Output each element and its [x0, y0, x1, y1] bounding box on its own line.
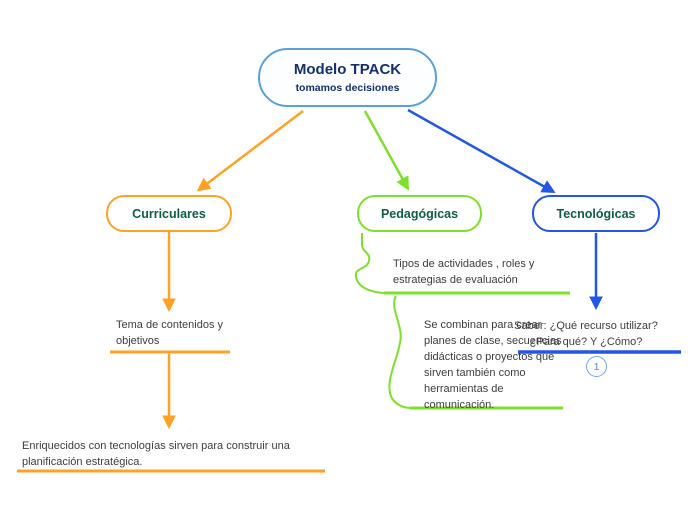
branch-label: Tecnológicas [556, 206, 636, 221]
arrow-root-to-tecnologicas [408, 110, 552, 191]
numbered-badge-1[interactable]: 1 [586, 356, 607, 377]
topic-enriquecidos[interactable]: Enriquecidos con tecnologías sirven para construir una planificación estratégica. [22, 440, 290, 468]
root-title: Modelo TPACK [293, 60, 402, 78]
branch-label: Pedagógicas [380, 206, 459, 221]
branch-label: Curriculares [132, 206, 206, 221]
topic-tema-contenidos[interactable]: Tema de contenidos y objetivos [116, 319, 224, 347]
branch-node-tecnologicas[interactable] [532, 195, 660, 232]
root-subtitle: tomamos decisiones [295, 81, 400, 94]
arrow-root-to-curriculares [200, 111, 303, 189]
arrow-root-to-pedagogicas [365, 111, 407, 187]
branch-node-pedagogicas[interactable] [357, 195, 482, 232]
topic-tipos-actividades[interactable]: Tipos de actividades , roles y estrategias de evaluación [393, 258, 535, 286]
root-node-modelo-tpack[interactable] [258, 48, 437, 107]
connector-pedagogicas-child1 [356, 233, 384, 293]
branch-node-curriculares[interactable] [106, 195, 232, 232]
topic-saber-recurso[interactable]: Saber: ¿Qué recurso utilizar? ¿Para qué? Y ¿Cómo? [514, 320, 658, 348]
connector-pedagogicas-child2 [389, 296, 411, 408]
topic-se-combinan[interactable]: Se combinan para crear planes de clase, secuencias didácticas o proyectos que sirven también como herramientas de comunicación. [424, 319, 562, 411]
